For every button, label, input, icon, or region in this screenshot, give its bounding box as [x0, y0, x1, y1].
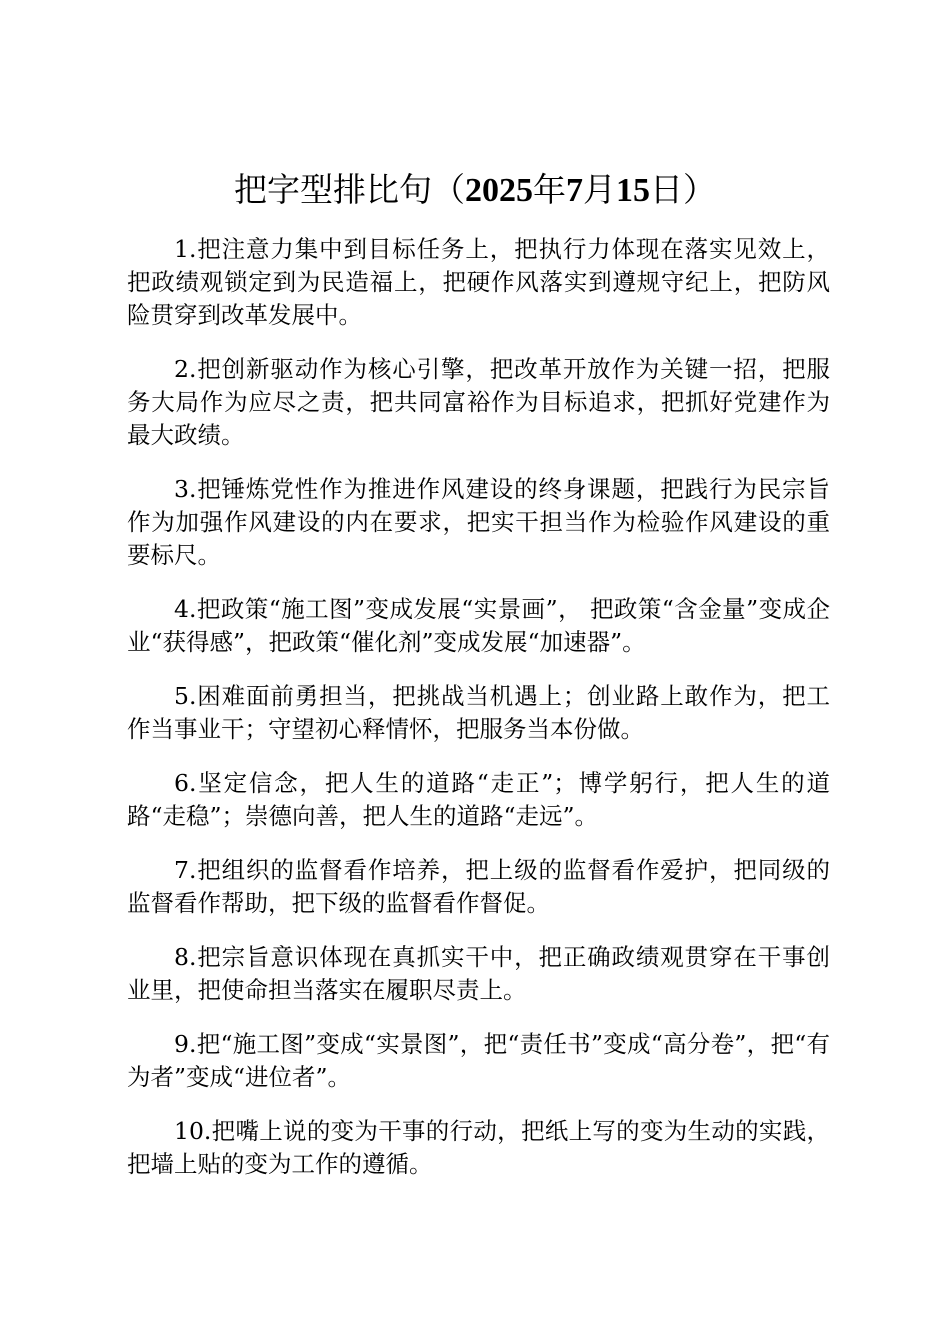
title-text-part4: 日）: [650, 170, 716, 209]
title-year: 2025: [465, 172, 533, 209]
paragraph-2: 2.把创新驱动作为核心引擎，把改革开放作为关键一招，把服务大局作为应尽之责，把共同富裕作为目标追求，把抓好党建作为最大政绩。: [127, 355, 830, 449]
paragraph-8: 8.把宗旨意识体现在真抓实干中，把正确政绩观贯穿在干事创业里，把使命担当落实在履职尽责上。: [127, 943, 830, 1004]
paragraph-5: 5.困难面前勇担当，把挑战当机遇上；创业路上敢作为，把工作当事业干；守望初心释情怀，把服务当本份做。: [127, 682, 830, 743]
title-text-part3: 月: [583, 170, 616, 209]
paragraph-7: 7.把组织的监督看作培养，把上级的监督看作爱护，把同级的监督看作帮助，把下级的监督看作督促。: [127, 856, 830, 917]
paragraph-1: 1.把注意力集中到目标任务上，把执行力体现在落实见效上，把政绩观锁定到为民造福上，把硬作风落实到遵规守纪上，把防风险贯穿到改革发展中。: [127, 235, 830, 329]
document-body: [127, 233, 830, 1202]
paragraph-3: 3.把锤炼党性作为推进作风建设的终身课题，把践行为民宗旨作为加强作风建设的内在要求，把实干担当作为检验作风建设的重要标尺。: [127, 475, 830, 569]
paragraph-6: 6.坚定信念，把人生的道路“走正”；博学躬行，把人生的道路“走稳”；崇德向善，把人生的道路“走远”。: [127, 769, 830, 830]
document-title: [0, 166, 950, 215]
paragraph-9: 9.把“施工图”变成“实景图”，把“责任书”变成“高分卷”，把“有为者”变成“进位者”。: [127, 1030, 830, 1091]
title-day: 15: [616, 172, 650, 209]
title-text-part2: 年: [533, 170, 566, 209]
title-text-part1: 把字型排比句（: [234, 170, 465, 209]
paragraph-4: 4.把政策“施工图”变成发展“实景画”， 把政策“含金量”变成企业“获得感”，把政策“催化剂”变成发展“加速器”。: [127, 595, 830, 656]
paragraph-10: 10.把嘴上说的变为干事的行动，把纸上写的变为生动的实践，把墙上贴的变为工作的遵循。: [127, 1117, 830, 1178]
title-month: 7: [566, 172, 583, 209]
